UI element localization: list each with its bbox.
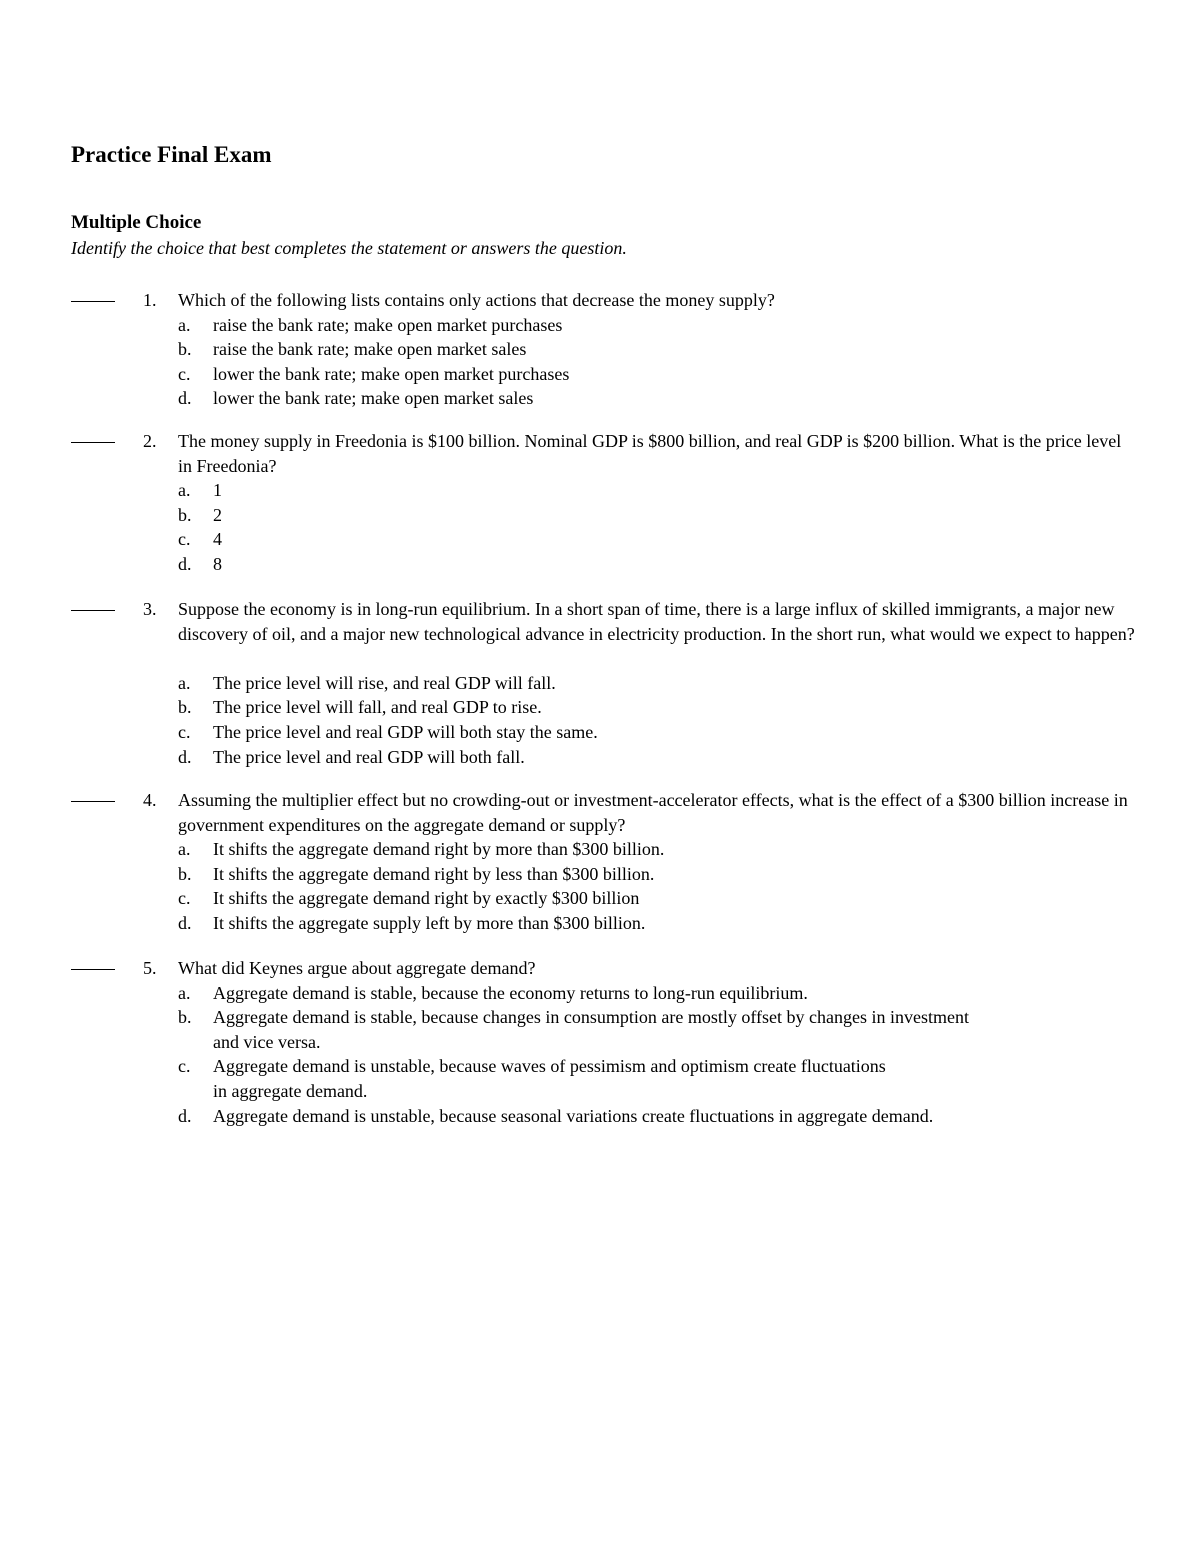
option-d [178,386,1138,411]
question-stem: The money supply in Freedonia is $100 billion. Nominal GDP is $800 billion, and real GDP is $200 billion. What is the price level in Freedonia? [178,431,1122,476]
option-letter: d. [178,746,192,767]
option-letter: b. [178,863,192,884]
option-a [178,671,1138,696]
page-title: Practice Final Exam [71,142,272,167]
option-list [178,671,1138,769]
option-text: 4 [213,529,222,550]
option-text: 8 [213,553,222,574]
option-list [178,981,998,1129]
question-number: 4. [143,790,157,810]
option-a [178,837,1138,862]
option-text: 2 [213,504,222,525]
option-letter: a. [178,982,191,1003]
option-a [178,981,998,1006]
option-a [178,313,1138,338]
option-letter: a. [178,480,191,501]
option-text: It shifts the aggregate demand right by exactly $300 billion [213,888,640,909]
option-letter: b. [178,339,192,360]
question-stem: Suppose the economy is in long-run equilibrium. In a short span of time, there is a large influx of skilled immigrants, a major new discovery of oil, and a major new technological advance in electricity production. In the short run, what would we expect to happen? [178,599,1135,644]
option-c [178,527,1138,552]
answer-blank [71,429,115,443]
answer-blank [71,788,115,802]
option-letter: c. [178,721,191,742]
option-d [178,1104,998,1129]
option-letter: d. [178,553,192,574]
option-c [178,720,1138,745]
option-text: It shifts the aggregate supply left by more than $300 billion. [213,912,646,933]
section-heading: Multiple Choice [71,212,202,233]
option-b [178,337,1138,362]
option-text: The price level and real GDP will both fall. [213,746,525,767]
option-letter: d. [178,912,192,933]
question-number: 3. [143,599,157,619]
option-b [178,862,1138,887]
option-d [178,911,1138,936]
option-letter: c. [178,888,191,909]
option-text: Aggregate demand is stable, because changes in consumption are mostly offset by changes in investment and vice versa. [213,1007,969,1052]
option-text: The price level will fall, and real GDP to rise. [213,697,542,718]
option-b [178,1005,998,1054]
option-letter: a. [178,672,191,693]
option-list [178,837,1138,935]
option-letter: b. [178,697,192,718]
question-number: 1. [143,290,157,310]
question-stem: What did Keynes argue about aggregate demand? [178,958,536,978]
answer-blank [71,956,115,970]
option-c [178,886,1138,911]
question-stem: Assuming the multiplier effect but no crowding-out or investment-accelerator effects, what is the effect of a $300 billion increase in government expenditures on the aggregate demand or supply? [178,790,1128,835]
option-c [178,1054,998,1103]
answer-blank [71,288,115,302]
option-text: The price level will rise, and real GDP will fall. [213,672,556,693]
section-instructions: Identify the choice that best completes the statement or answers the question. [71,238,627,258]
option-letter: c. [178,1056,191,1077]
option-text: It shifts the aggregate demand right by less than $300 billion. [213,863,655,884]
option-list [178,478,1138,576]
option-letter: b. [178,504,192,525]
option-text: raise the bank rate; make open market purchases [213,314,563,335]
option-text: It shifts the aggregate demand right by more than $300 billion. [213,839,665,860]
question-stem: Which of the following lists contains only actions that decrease the money supply? [178,290,775,310]
option-a [178,478,1138,503]
option-letter: d. [178,1105,192,1126]
option-text: 1 [213,480,222,501]
option-d [178,552,1138,577]
question-number: 5. [143,958,157,978]
option-text: lower the bank rate; make open market purchases [213,363,570,384]
option-d [178,745,1138,770]
answer-blank [71,597,115,611]
option-text: Aggregate demand is unstable, because seasonal variations create fluctuations in aggregate demand. [213,1105,934,1126]
option-text: raise the bank rate; make open market sales [213,339,527,360]
option-c [178,362,1138,387]
option-letter: c. [178,529,191,550]
option-b [178,695,1138,720]
option-text: Aggregate demand is stable, because the economy returns to long-run equilibrium. [213,982,808,1003]
option-letter: a. [178,839,191,860]
option-text: Aggregate demand is unstable, because waves of pessimism and optimism create fluctuations in aggregate demand. [213,1056,886,1101]
option-letter: b. [178,1007,192,1028]
option-list [178,313,1138,411]
option-letter: d. [178,388,192,409]
option-b [178,503,1138,528]
option-text: lower the bank rate; make open market sales [213,388,534,409]
option-letter: c. [178,363,191,384]
question-number: 2. [143,431,157,451]
option-letter: a. [178,314,191,335]
option-text: The price level and real GDP will both stay the same. [213,721,598,742]
